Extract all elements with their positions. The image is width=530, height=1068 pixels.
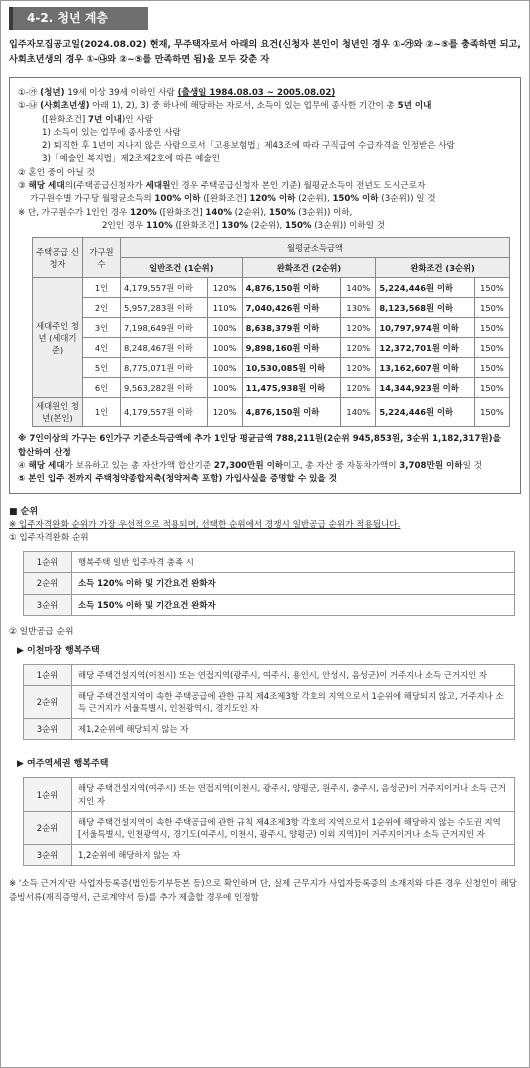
income-group-member: 세대원인 청년(본인): [33, 398, 83, 427]
req-1a: ①-㉮ (청년) 19세 이상 39세 이하인 사람 (출생일 1984.08.03 ~ 2005.08.02): [18, 87, 336, 98]
note-7-persons: ※ 7인이상의 가구는 6인가구 기준소득금액에 추가 1인당 평균금액 788,211원(2순위 945,853원, 3순위 1,182,317원)을 합산하여 산정: [18, 434, 501, 458]
section-title: 4-2. 청년 계층: [9, 7, 148, 30]
table-row: 3순위 소득 150% 이하 및 기간요건 완화자: [24, 594, 515, 615]
table-row: 3순위 1,2순위에 해당하지 않는 자: [24, 845, 515, 866]
req-5: ⑤ 본인 입주 전까지 주택청약종합저축(청약저축 포함) 가입사실을 증명할 수 있을 것: [18, 474, 338, 485]
requirements-box: [9, 77, 521, 494]
yeoju-rank-table: [23, 777, 515, 866]
req-sub-1: 1) 소득이 있는 업무에 종사중인 사람: [42, 127, 181, 138]
yeoju-heading: ▶ 여주역세권 행복주택: [17, 759, 109, 770]
income-header-cond1: 일반조건 (1순위): [121, 258, 243, 278]
intro-text: 입주자모집공고일(2024.08.02) 현재, 무주택자로서 아래의 요건(신청자 본인이 청년인 경우 ①-㉮와 ②~⑤를 충족하면 되고, 사회초년생의 경우 ①-㉯와 ②~⑤를 만족하면 됨)을 모두 갖춘 자: [9, 39, 521, 65]
income-row: 3인 7,198,649원 이하 100% 8,638,379원 이하 120% 10,797,974원 이하 150%: [33, 318, 510, 338]
rank-note: ※ 입주자격완화 순위가 가장 우선적으로 적용되며, 선택한 순위에서 경쟁시 일반공급 순위가 적용됩니다.: [9, 519, 401, 530]
income-row: 5인 8,775,071원 이하 100% 10,530,085원 이하 120% 13,162,607원 이하 150%: [33, 358, 510, 378]
table-row: 1순위 해당 주택건설지역(여주시) 또는 연접지역(이천시, 광주시, 양평군, 원주시, 충주시, 음성군)이 거주지이거나 소득 근거지인 자: [24, 778, 515, 811]
table-row: 3순위 제1,2순위에 해당되지 않는 자: [24, 719, 515, 740]
req-3-cont: 가구원수별 가구당 월평균소득의 100% 이하 ([완화조건] 120% 이하 (2순위), 150% 이하 (3순위)) 일 것: [30, 194, 436, 205]
income-row: 세대주인 청년 (세대기준) 1인 4,179,557원 이하 120% 4,876,150원 이하 140% 5,224,446원 이하 150%: [33, 278, 510, 298]
income-table: [32, 237, 510, 427]
income-row: 2인 5,957,283원 이하 110% 7,040,426원 이하 130% 8,123,568원 이하 150%: [33, 298, 510, 318]
req-2: ② 혼인 중이 아닐 것: [18, 167, 95, 178]
req-note-1: ※ 단, 가구원수가 1인인 경우 120% ([완화조건] 140% (2순위), 150% (3순위)) 이하,: [18, 207, 353, 218]
table-row: 2순위 해당 주택건설지역이 속한 주택공급에 관한 규칙 제4조제3항 각호의 지역으로서 1순위에 해당되지 않고, 거주지나 소득 근거지가 서울특별시, 인천광역시, 경기도인 자: [24, 685, 515, 718]
relaxed-rank-table: [23, 551, 515, 616]
req-1b: ①-㉯ (사회초년생) 아래 1), 2), 3) 중 하나에 해당하는 자로서, 소득이 있는 업무에 종사한 기간이 총 5년 이내: [18, 101, 432, 112]
table-row: 1순위 행복주택 일반 입주자격 충족 시: [24, 552, 515, 573]
req-3: ③ 해당 세대의(주택공급신청자가 세대원인 경우 주택공급신청자 본인 기준) 월평균소득이 전년도 도시근로자: [18, 181, 426, 192]
rank-sub-1: ① 입주자격완화 순위: [9, 532, 89, 543]
income-row: 6인 9,563,282원 이하 100% 11,475,938원 이하 120% 14,344,923원 이하 150%: [33, 378, 510, 398]
req-sub-3: 3)「예술인 복지법」제2조제2호에 따른 예술인: [42, 154, 220, 165]
footer-note: ※ '소득 근거지'란 사업자등록증(법인등기부등본 등)으로 확인하며 단, 실제 근무지가 사업자등록증의 소재지와 다른 경우 신청인이 해당 증빙서류(재직증명서, 근로계약서 등)를 추가 제출할 경우에 인정함: [9, 879, 517, 904]
rank-heading: ■ 순위: [9, 506, 39, 517]
req-1b-cont: ([완화조건] 7년 이내)인 사람: [42, 114, 153, 125]
icheon-rank-table: [23, 664, 515, 741]
req-note-2: 2인인 경우 110% ([완화조건] 130% (2순위), 150% (3순위)) 이하일 것: [102, 221, 386, 232]
req-sub-2: 2) 퇴직한 후 1년이 지나지 않은 사람으로서「고용보험법」제43조에 따라 구직급여 수급자격을 인정받은 사람: [42, 141, 455, 152]
rank-sub-2: ② 일반공급 순위: [9, 626, 74, 637]
income-row: 4인 8,248,467원 이하 100% 9,898,160원 이하 120% 12,372,701원 이하 150%: [33, 338, 510, 358]
income-header-members: 가구원수: [83, 238, 121, 278]
income-header-monthly: 월평균소득금액: [121, 238, 510, 258]
income-row: 세대원인 청년(본인) 1인 4,179,557원 이하 120% 4,876,150원 이하 140% 5,224,446원 이하 150%: [33, 398, 510, 427]
income-header-cond2: 완화조건 (2순위): [242, 258, 376, 278]
req-4: ④ 해당 세대가 보유하고 있는 총 자산가액 합산기준 27,300만원 이하이고, 총 자산 중 자동차가액이 3,708만원 이하일 것: [18, 460, 482, 471]
income-header-supply: 주택공급 신청자: [33, 238, 83, 278]
table-row: 1순위 해당 주택건설지역(이천시) 또는 연접지역(광주시, 여주시, 용인시, 안성시, 음성군)이 거주지나 소득 근거지인 자: [24, 664, 515, 685]
income-header-cond3: 완화조건 (3순위): [376, 258, 510, 278]
table-row: 2순위 소득 120% 이하 및 기간요건 완화자: [24, 573, 515, 594]
icheon-heading: ▶ 이천마장 행복주택: [17, 645, 100, 656]
table-row: 2순위 해당 주택건설지역이 속한 주택공급에 관한 규칙 제4조제3항 각호의 지역으로서 1순위에 해당하지 않는 수도권 지역[서울특별시, 인천광역시, 경기도(여주시, 이천시, 광주시, 양평군) 이외 지역)]이 거주지이거나 소득 근거지인 자: [24, 811, 515, 844]
income-group-householder: 세대주인 청년 (세대기준): [33, 278, 83, 398]
